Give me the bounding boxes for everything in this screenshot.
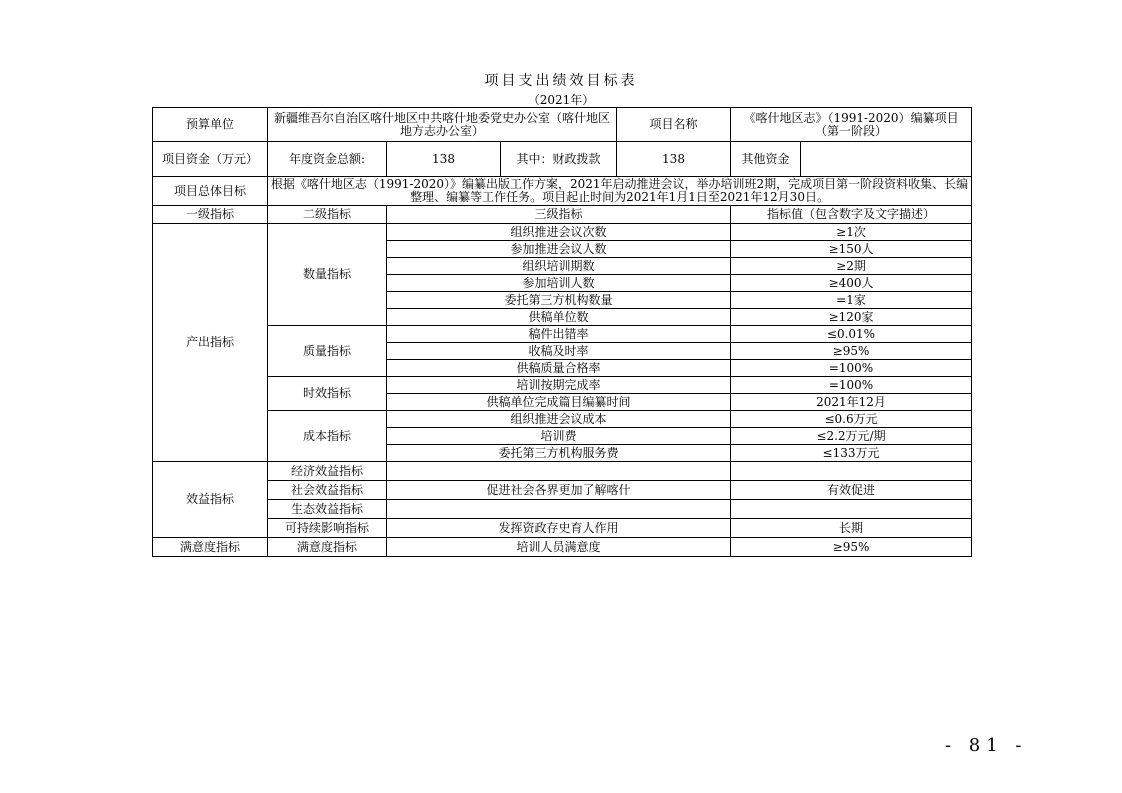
table-row xyxy=(153,519,972,538)
indicator-cell: 培训按期完成率 xyxy=(387,377,731,394)
indicator-cell: 组织培训期数 xyxy=(387,258,731,275)
indicator-cell: 培训费 xyxy=(387,428,731,445)
indicator-cell: 促进社会各界更加了解喀什 xyxy=(387,481,731,500)
value-cell: 2021年12月 xyxy=(731,394,972,411)
overall-goal-value: 根据《喀什地区志（1991-2020）》编纂出版工作方案，2021年启动推进会议，举办培训班2期，完成项目第一阶段资料收集、长编整理、编纂等工作任务。项目起止时间为2021年1月1日至2021年12月30日。 xyxy=(268,177,972,206)
budget-unit-value: 新疆维吾尔自治区喀什地区中共喀什地委党史办公室（喀什地区地方志办公室） xyxy=(268,108,617,142)
value-cell: ≤133万元 xyxy=(731,445,972,462)
value-cell: ≥95% xyxy=(731,343,972,360)
annual-total-value: 138 xyxy=(387,142,501,177)
level1-benefit: 效益指标 xyxy=(153,462,268,538)
funds-row xyxy=(153,142,972,177)
overall-goal-row xyxy=(153,177,972,206)
value-cell: =100% xyxy=(731,377,972,394)
indicator-cell: 培训人员满意度 xyxy=(387,538,731,557)
value-cell: ≥95% xyxy=(731,538,972,557)
indicator-cell: 参加培训人数 xyxy=(387,275,731,292)
indicator-cell: 委托第三方机构数量 xyxy=(387,292,731,309)
indicator-cell: 参加推进会议人数 xyxy=(387,241,731,258)
value-cell: ≥1次 xyxy=(731,224,972,241)
table-row xyxy=(153,326,972,343)
col-header-level3: 三级指标 xyxy=(387,206,731,224)
table-row xyxy=(153,538,972,557)
value-cell: ≥150人 xyxy=(731,241,972,258)
indicator-cell: 发挥资政存史育人作用 xyxy=(387,519,731,538)
overall-goal-label: 项目总体目标 xyxy=(153,177,268,206)
value-cell: 长期 xyxy=(731,519,972,538)
other-funds-label: 其他资金 xyxy=(731,142,801,177)
table-row xyxy=(153,481,972,500)
value-cell: =100% xyxy=(731,360,972,377)
value-cell: 有效促进 xyxy=(731,481,972,500)
level2-ecological: 生态效益指标 xyxy=(268,500,387,519)
value-cell: ≥120家 xyxy=(731,309,972,326)
page-number: - 81 - xyxy=(945,735,1028,756)
level1-output: 产出指标 xyxy=(153,224,268,462)
level2-quantity: 数量指标 xyxy=(268,224,387,326)
level2-timeliness: 时效指标 xyxy=(268,377,387,411)
document-year: （2021年） xyxy=(527,93,595,107)
level2-quality: 质量指标 xyxy=(268,326,387,377)
table-row xyxy=(153,224,972,241)
indicator-cell xyxy=(387,462,731,481)
level2-cost: 成本指标 xyxy=(268,411,387,462)
funds-label: 项目资金（万元） xyxy=(153,142,268,177)
value-cell xyxy=(731,500,972,519)
indicator-cell: 稿件出错率 xyxy=(387,326,731,343)
level2-economic: 经济效益指标 xyxy=(268,462,387,481)
project-name-value: 《喀什地区志》（1991-2020）编纂项目（第一阶段） xyxy=(731,108,972,142)
column-header-row xyxy=(153,206,972,224)
indicator-cell: 组织推进会议成本 xyxy=(387,411,731,428)
col-header-level1: 一级指标 xyxy=(153,206,268,224)
indicator-cell: 供稿单位完成篇目编纂时间 xyxy=(387,394,731,411)
indicator-cell: 供稿质量合格率 xyxy=(387,360,731,377)
table-row xyxy=(153,462,972,481)
level1-satisfaction: 满意度指标 xyxy=(153,538,268,557)
value-cell: ≤2.2万元/期 xyxy=(731,428,972,445)
value-cell: ≤0.6万元 xyxy=(731,411,972,428)
value-cell: =1家 xyxy=(731,292,972,309)
budget-unit-row xyxy=(153,108,972,142)
col-header-value: 指标值（包含数字及文字描述） xyxy=(731,206,972,224)
level2-social: 社会效益指标 xyxy=(268,481,387,500)
value-cell: ≤0.01% xyxy=(731,326,972,343)
project-name-label: 项目名称 xyxy=(617,108,731,142)
table-row xyxy=(153,377,972,394)
indicator-cell: 组织推进会议次数 xyxy=(387,224,731,241)
document-title: 项目支出绩效目标表 xyxy=(484,73,638,89)
level2-satisfaction: 满意度指标 xyxy=(268,538,387,557)
performance-goal-table xyxy=(152,107,972,557)
fiscal-label: 其中：财政拨款 xyxy=(501,142,617,177)
indicator-cell: 供稿单位数 xyxy=(387,309,731,326)
fiscal-value: 138 xyxy=(617,142,731,177)
indicator-cell: 收稿及时率 xyxy=(387,343,731,360)
value-cell xyxy=(731,462,972,481)
table-row xyxy=(153,500,972,519)
value-cell: ≥400人 xyxy=(731,275,972,292)
annual-total-label: 年度资金总额: xyxy=(268,142,387,177)
value-cell: ≥2期 xyxy=(731,258,972,275)
level2-sustainable: 可持续影响指标 xyxy=(268,519,387,538)
other-funds-value xyxy=(801,142,972,177)
indicator-cell: 委托第三方机构服务费 xyxy=(387,445,731,462)
indicator-cell xyxy=(387,500,731,519)
budget-unit-label: 预算单位 xyxy=(153,108,268,142)
col-header-level2: 二级指标 xyxy=(268,206,387,224)
table-row xyxy=(153,411,972,428)
